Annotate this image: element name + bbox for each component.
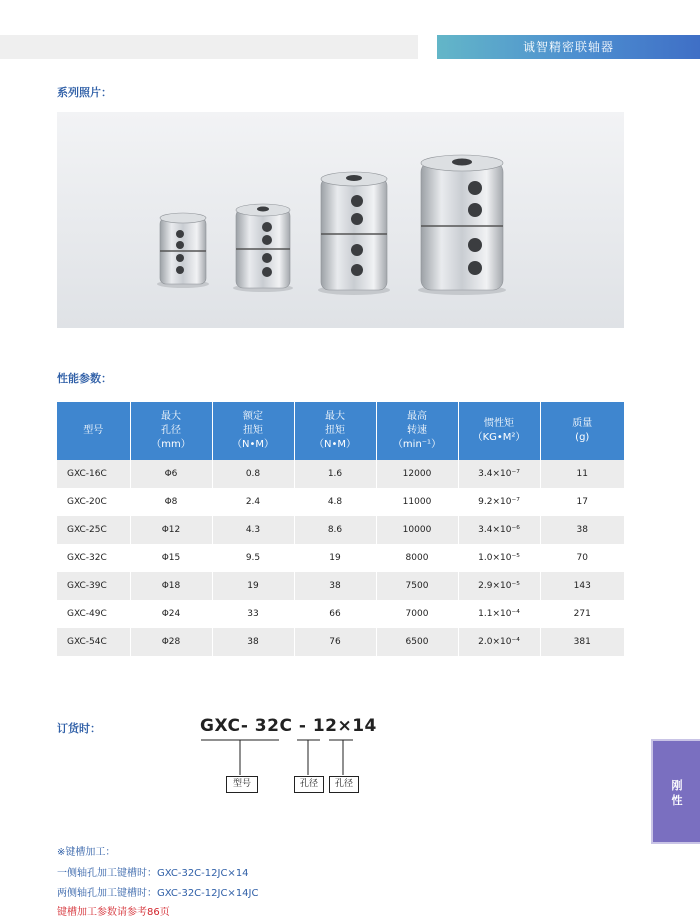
note-keyway-title: ※键槽加工：	[57, 847, 116, 858]
cell-bore: Φ18	[130, 572, 212, 600]
cell-model: GXC-39C	[57, 572, 130, 600]
spec-table	[57, 402, 624, 656]
cell-model: GXC-54C	[57, 628, 130, 656]
cell-rated-torque: 38	[212, 628, 294, 656]
table-row	[57, 544, 624, 572]
header-bar-left	[0, 35, 418, 59]
cell-max-torque: 66	[294, 600, 376, 628]
cell-model: GXC-32C	[57, 544, 130, 572]
cell-inertia: 9.2×10⁻⁷	[458, 488, 540, 516]
cell-max-torque: 38	[294, 572, 376, 600]
coupling-xlarge	[418, 155, 506, 295]
order-bracket-lines	[200, 735, 370, 777]
cell-model: GXC-20C	[57, 488, 130, 516]
cell-max-torque: 8.6	[294, 516, 376, 544]
cell-max-torque: 19	[294, 544, 376, 572]
table-row	[57, 516, 624, 544]
cell-inertia: 1.1×10⁻⁴	[458, 600, 540, 628]
cell-speed: 8000	[376, 544, 458, 572]
table-row	[57, 572, 624, 600]
note-reference: 键槽加工参数请参考86页	[57, 907, 170, 918]
cell-mass: 271	[540, 600, 624, 628]
coupling-large	[318, 172, 390, 295]
cell-model: GXC-49C	[57, 600, 130, 628]
table-header-row	[57, 402, 624, 460]
cell-bore: Φ28	[130, 628, 212, 656]
cell-inertia: 2.9×10⁻⁵	[458, 572, 540, 600]
col-header-model: 型号	[57, 402, 130, 460]
coupling-medium	[233, 204, 293, 292]
note-one-side: 一侧轴孔加工键槽时：GXC-32C-12JC×14	[57, 868, 249, 879]
cell-max-torque: 1.6	[294, 460, 376, 488]
order-box-bore-1: 孔径	[294, 776, 324, 793]
cell-mass: 70	[540, 544, 624, 572]
cell-bore: Φ12	[130, 516, 212, 544]
col-header-max-torque: 最大 扭矩 （N•M）	[294, 402, 376, 460]
cell-speed: 7000	[376, 600, 458, 628]
cell-mass: 17	[540, 488, 624, 516]
side-tab-rigid[interactable]	[651, 739, 700, 844]
cell-model: GXC-16C	[57, 460, 130, 488]
order-code: GXC- 32C - 12×14	[200, 716, 377, 736]
cell-bore: Φ24	[130, 600, 212, 628]
product-photo	[57, 112, 624, 328]
cell-bore: Φ8	[130, 488, 212, 516]
table-row	[57, 460, 624, 488]
cell-speed: 11000	[376, 488, 458, 516]
col-header-max-speed: 最高 转速 （min⁻¹）	[376, 402, 458, 460]
coupling-small	[157, 213, 209, 288]
cell-inertia: 3.4×10⁻⁷	[458, 460, 540, 488]
cell-mass: 381	[540, 628, 624, 656]
cell-rated-torque: 4.3	[212, 516, 294, 544]
order-box-model: 型号	[226, 776, 258, 793]
photos-section-title: 系列照片：	[57, 86, 112, 99]
col-header-max-bore: 最大 孔径 （mm）	[130, 402, 212, 460]
cell-max-torque: 76	[294, 628, 376, 656]
cell-bore: Φ15	[130, 544, 212, 572]
cell-inertia: 1.0×10⁻⁵	[458, 544, 540, 572]
cell-rated-torque: 2.4	[212, 488, 294, 516]
cell-inertia: 2.0×10⁻⁴	[458, 628, 540, 656]
cell-rated-torque: 19	[212, 572, 294, 600]
cell-bore: Φ6	[130, 460, 212, 488]
note-both-sides: 两侧轴孔加工键槽时：GXC-32C-12JC×14JC	[57, 888, 259, 899]
cell-model: GXC-25C	[57, 516, 130, 544]
side-tab-label: 刚性	[671, 779, 683, 807]
cell-rated-torque: 9.5	[212, 544, 294, 572]
cell-max-torque: 4.8	[294, 488, 376, 516]
cell-inertia: 3.4×10⁻⁶	[458, 516, 540, 544]
cell-rated-torque: 0.8	[212, 460, 294, 488]
cell-speed: 6500	[376, 628, 458, 656]
params-section-title: 性能参数：	[57, 372, 112, 385]
order-code-diagram	[200, 735, 370, 781]
header-title: 诚智精密联轴器	[437, 35, 700, 59]
table-row	[57, 628, 624, 656]
cell-mass: 11	[540, 460, 624, 488]
cell-speed: 12000	[376, 460, 458, 488]
cell-rated-torque: 33	[212, 600, 294, 628]
cell-speed: 10000	[376, 516, 458, 544]
col-header-rated-torque: 额定 扭矩 （N•M）	[212, 402, 294, 460]
order-box-bore-2: 孔径	[329, 776, 359, 793]
table-row	[57, 488, 624, 516]
cell-speed: 7500	[376, 572, 458, 600]
cell-mass: 38	[540, 516, 624, 544]
cell-mass: 143	[540, 572, 624, 600]
table-row	[57, 600, 624, 628]
order-label: 订货时：	[57, 722, 101, 735]
col-header-inertia: 惯性矩 （KG•M²）	[458, 402, 540, 460]
col-header-mass: 质量 (g)	[540, 402, 624, 460]
